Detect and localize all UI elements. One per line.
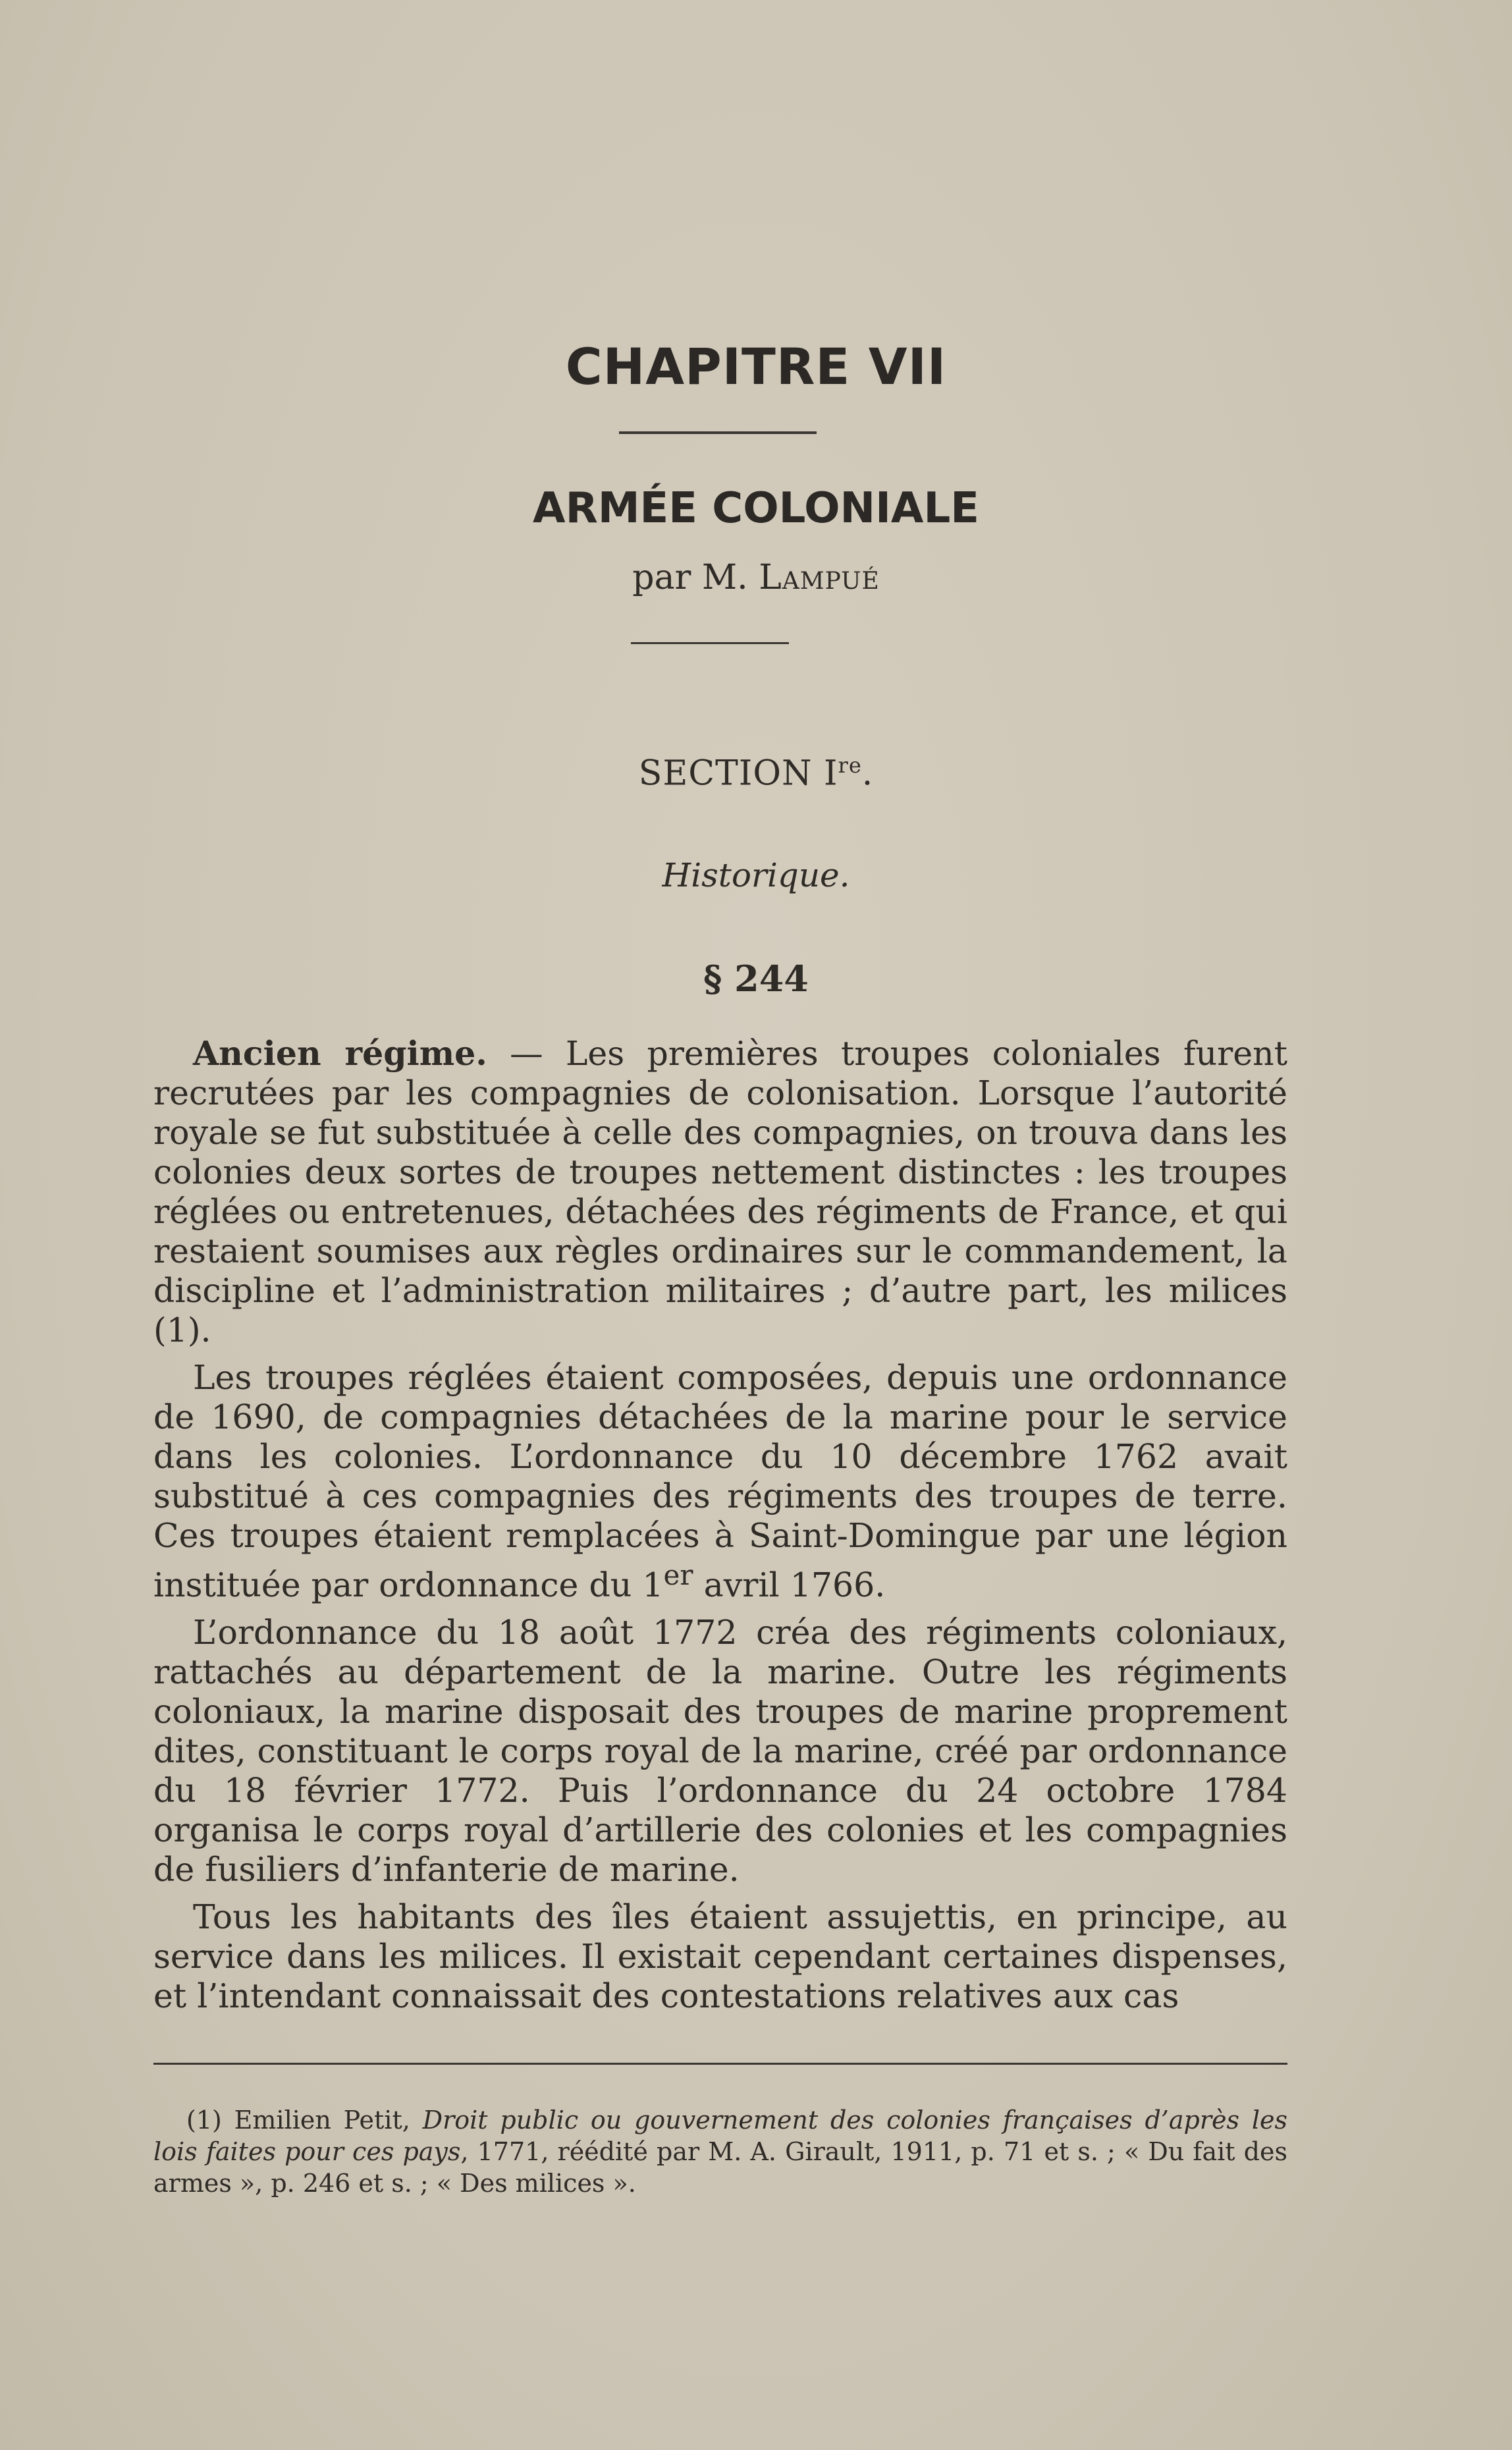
body-paragraph: L’ordonnance du 18 août 1772 créa des régiments coloniaux, rattachés au département de la marine. Outre les régiments coloniaux, la marine disposait des troupes de marine proprement dites, constituant le corps royal de la marine, créé par ordonnance du 18 février 1772. Puis l’ordonnance du 24 octobre 1784 organisa le corps royal d’artillerie des colonies et les compagnies de fusiliers d’infanterie de marine. — [153, 1612, 1287, 1889]
title-divider — [631, 642, 789, 644]
section-subtitle: Historique. — [662, 856, 850, 894]
heading-divider — [619, 431, 817, 434]
footnote-divider — [153, 2063, 1287, 2065]
chapter-title: ARMÉE COLONIALE — [533, 484, 979, 533]
footnote-title: Droit public ou gouvernement des colonies françaises d’après les lois faites pour ces pays — [153, 2106, 1287, 2166]
body-paragraph — [153, 1034, 1287, 1350]
section-ordinal: re — [838, 753, 862, 778]
footnote-text: (1) Emilien Petit, — [186, 2106, 423, 2135]
body-paragraph — [153, 1358, 1287, 1605]
body-paragraph: Tous les habitants des îles étaient assujettis, en principe, au service dans les milices. Il existait cependant certaines dispenses, et l’intendant connaissait des contestations relatives aux cas — [153, 1897, 1287, 2015]
paragraph-text: Les troupes réglées étaient composées, depuis une ordonnance de 1690, de compagnies détachées de la marine pour le service dans les colonies. L’ordonnance du 10 décembre 1762 avait substitué à ces compagnies des régiments des troupes de terre. Ces troupes étaient remplacées à Saint-Domingue par une légion instituée par ordonnance du 1 — [153, 1358, 1287, 1604]
paragraph-text: — Les premières troupes coloniales furent recrutées par les compagnies de colonisation. Lorsque l’autorité royale se fut substituée à celle des compagnies, on trouva dans les colonies deux sortes de troupes nettement distinctes : les troupes réglées ou entretenues, détachées des régiments de France, et qui restaient soumises aux règles ordinaires sur le commandement, la discipline et l’administration militaires ; d’autre part, les milices (1). — [153, 1034, 1287, 1349]
section-end: . — [861, 753, 874, 794]
paragraph-text: avril 1766. — [693, 1565, 886, 1604]
paragraph-lead: Ancien régime. — [193, 1034, 487, 1073]
footnote — [153, 2104, 1287, 2199]
footnote-text: , 1771, réédité par M. A. Girault, 1911, p. 71 et s. ; « Du fait des armes », p. 246 et s. ; « Des milices ». — [153, 2137, 1287, 2198]
chapter-heading: CHAPITRE VII — [565, 337, 947, 396]
ordinal-superscript: er — [663, 1559, 693, 1591]
paragraph-number: § 244 — [703, 958, 809, 1000]
section-heading — [0, 753, 1512, 793]
section-label: SECTION I — [638, 753, 838, 794]
author-name: Lampué — [759, 558, 880, 597]
author-line — [0, 558, 1512, 597]
author-prefix: par M. — [632, 558, 748, 597]
body-text — [153, 1034, 1287, 2024]
